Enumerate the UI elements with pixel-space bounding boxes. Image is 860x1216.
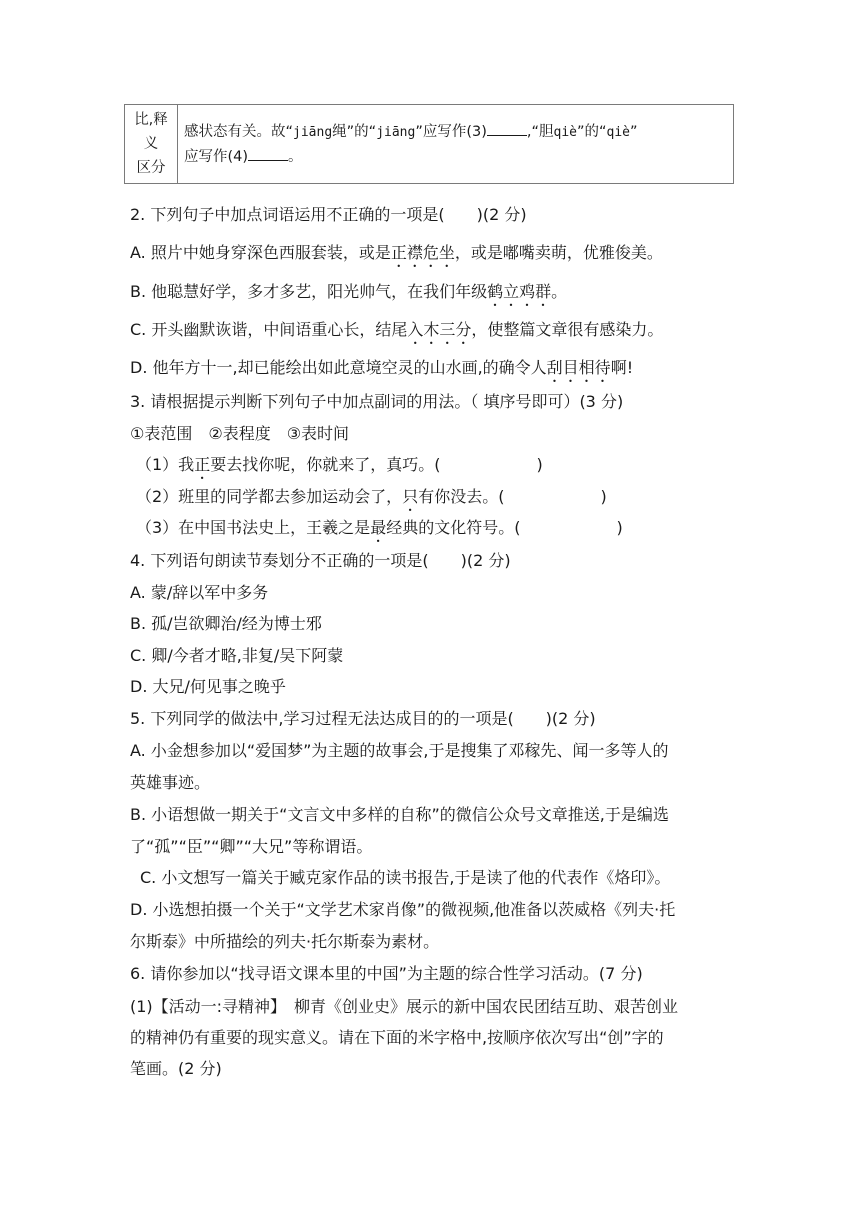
q3-s1-post: 要去找你呢，你就来了，真巧。( ) (210, 455, 543, 474)
q2-b-pre: B. 他聪慧好学，多才多艺，阳光帅气，在我们年级 (130, 282, 488, 301)
q5-option-c: C. 小文想写一篇关于臧克家作品的读书报告,于是读了他的代表作《烙印》。 (140, 868, 671, 887)
q5-option-d-line2: 尔斯泰》中所描绘的列夫·托尔斯泰为素材。 (130, 932, 440, 951)
q5-stem: 5. 下列同学的做法中,学习过程无法达成目的的一项是( )(2 分) (130, 709, 596, 728)
q2-d-dotted: 刮目相待 (546, 358, 611, 377)
q2-stem: 2. 下列句子中加点词语运用不正确的一项是( )(2 分) (130, 205, 527, 224)
q2-option-d (130, 355, 633, 386)
table-text-e: ”的“ (577, 123, 607, 140)
pinyin-qie-2: qiè (606, 124, 631, 140)
table-text-line2: 应写作(4) (184, 148, 249, 165)
answer-blank-3[interactable] (487, 121, 527, 136)
pinyin-qie-1: qiè (553, 124, 577, 140)
answer-blank-4[interactable] (248, 146, 288, 161)
q3-sentence-3 (136, 515, 623, 546)
q2-c-post: ，使整篇文章很有感染力。 (471, 320, 664, 339)
table-text-b: 绳”的“ (332, 123, 377, 140)
q2-option-a (130, 240, 663, 271)
q5-option-b-line2: 了“孤”“臣”“卿”“大兄”等称谓语。 (130, 837, 373, 856)
q2-c-dotted: 入木三分 (407, 320, 472, 339)
q3-options: ①表范围 ②表程度 ③表时间 (130, 424, 350, 443)
q3-s2-post: 有你没去。( ) (418, 487, 607, 506)
q4-option-c: C. 卿/今者才略,非复/吴下阿蒙 (130, 646, 344, 665)
q2-b-post: 。 (551, 282, 568, 301)
q2-a-post: ，或是嘟嘴卖萌，优雅俊美。 (454, 243, 663, 262)
table-content-line1 (184, 120, 727, 145)
q5-option-a-line1: A. 小金想参加以“爱国梦”为主题的故事会,于是搜集了邓稼先、闻一多等人的 (130, 741, 669, 760)
table-text-a: 感状态有关。故“ (184, 123, 294, 140)
table-content-line2 (184, 145, 727, 169)
q3-s3-pre: （3）在中国书法史上，王羲之是 (136, 518, 371, 537)
table-content-cell (178, 105, 734, 184)
q3-s1-dotted: 正 (194, 455, 211, 474)
q3-sentence-2 (136, 484, 607, 515)
q6-stem: 6. 请你参加以“找寻语文课本里的中国”为主题的综合性学习活动。(7 分) (130, 964, 643, 983)
q2-a-dotted: 正襟危坐 (390, 243, 455, 262)
q3-s3-post: 经典的文化符号。( ) (386, 518, 623, 537)
table-header-cell (125, 105, 178, 184)
table-text-d: ,“胆 (526, 123, 554, 140)
q3-sentence-1 (136, 452, 543, 483)
table-header-line2: 区分 (136, 160, 166, 176)
q5-option-d-line1: D. 小选想拍摄一个关于“文学艺术家肖像”的微视频,他准备以茨威格《列夫·托 (130, 900, 676, 919)
q5-option-b-line1: B. 小语想做一期关于“文言文中多样的自称”的微信公众号文章推送,于是编选 (130, 805, 669, 824)
q4-option-a: A. 蒙/辞以军中多务 (130, 583, 269, 602)
q4-option-b: B. 孤/岂欲卿治/经为博士邪 (130, 614, 322, 633)
q2-a-pre: A. 照片中她身穿深色西服套装，或是 (130, 243, 391, 262)
table-text-c: ”应写作(3) (415, 123, 487, 140)
q3-s1-pre: （1）我 (136, 455, 195, 474)
q3-s3-dotted: 最 (370, 518, 387, 537)
q3-s2-dotted: 只 (402, 487, 419, 506)
q2-option-b (130, 279, 567, 310)
table-text-line2-end: 。 (288, 148, 303, 165)
pinyin-jiang-2: jiāng (376, 124, 416, 140)
pinyin-jiang-1: jiāng (293, 124, 333, 140)
q2-d-post: 啊! (610, 358, 634, 377)
table-header-line1: 比,释义 (134, 112, 168, 152)
q3-stem: 3. 请根据提示判断下列句子中加点副词的用法。（ 填序号即可）(3 分) (130, 392, 624, 411)
q2-d-pre: D. 他年方十一,却已能绘出如此意境空灵的山水画,的确令人 (130, 358, 547, 377)
q5-option-a-line2: 英雄事迹。 (130, 773, 211, 792)
q6-paragraph-line2: 的精神仍有重要的现实意义。请在下面的米字格中,按顺序依次写出“创”字的 (130, 1028, 664, 1047)
q2-c-pre: C. 开头幽默诙谐，中间语重心长，结尾 (130, 320, 408, 339)
definition-table (124, 104, 734, 184)
table-text-f: ” (630, 123, 638, 140)
q4-stem: 4. 下列语句朗读节奏划分不正确的一项是( )(2 分) (130, 551, 511, 570)
q2-option-c (130, 317, 663, 348)
q6-paragraph-line3: 笔画。(2 分) (130, 1059, 222, 1078)
q3-s2-pre: （2）班里的同学都去参加运动会了， (136, 487, 403, 506)
q6-paragraph-line1: (1)【活动一:寻精神】 柳青《创业史》展示的新中国农民团结互助、艰苦创业 (130, 997, 679, 1016)
q4-option-d: D. 大兄/何见事之晚乎 (130, 677, 286, 696)
q2-b-dotted: 鹤立鸡群 (487, 282, 552, 301)
